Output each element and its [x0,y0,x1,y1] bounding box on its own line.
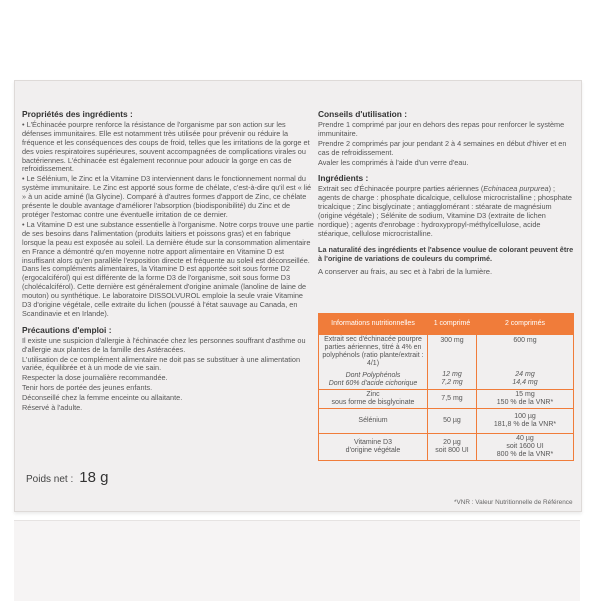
vitamin-d-paragraph: • La Vitamine D est une substance essentielle à l'organisme. Notre corps trouve une partie de ses besoins dans l'alimentation (produits laitiers et poissons gras) et en fabrique lorsque la peau est exposée au soleil. La dernière étude sur la consommation alimentaire en France a démontré qu'en moyenne notre apport alimentaire en Vitamine D est insuffisant alors qu'en parallèle l'exposition directe et fréquente au soleil est déconseillée. Dans les compléments alimentaires, la Vitamine D est apportée soit sous forme D2 (ergocalciférol) qui est différente de la forme D3 de l'organisme, soit sous forme D3 (cholécalciférol). Cette dernière est généralement d'origine animale (lanoline de laine de mouton) ou synthétique. Le laboratoire DISSOLVUROL emploie la seule vraie Vitamine D3 d'origine végétale, celle extraite du lichen (poussé à l'état sauvage au Canada, en Scandinavie et en Irlande). [22,219,314,318]
echinacea-paragraph: • L'Échinacée pourpre renforce la résistance de l'organisme par son action sur les défenses immunitaires. Elle est notamment très utilisée pour prévenir ou réduire la fréquence et les conséquences des coups de froid, telles que les irritations de la gorge et des voies respiratoires supérieures, souvent accompagnées de complications virales ou bactériennes. L'échinacée est également reconnue pour adoucir la gorge en cas de refroidissement. [22,119,310,174]
selenium-label-cell: Sélénium [319,409,428,434]
nutrition-header-row [319,314,574,335]
vitamin-d3-one-cell [428,434,477,461]
vitamin-d3-two-ui: soit 1600 UI [506,443,544,450]
table-row-selenium [319,409,574,434]
cichoric-acid-label: Dont 60% d'acide cichorique [328,380,418,387]
header-two-tablets: 2 comprimés [477,314,574,335]
precaution-line: Respecter la dose journalière recommandée. [22,373,168,383]
table-row-extract [319,335,574,390]
vitamin-d3-one-ui: soit 800 UI [435,447,469,454]
zinc-one-cell: 7,5 mg [428,390,477,409]
zinc-label: Zinc [366,391,380,398]
extract-two-value: 600 mg [513,337,537,344]
vitamin-d3-label: Vitamine D3 [353,439,392,446]
selenium-two-value: 100 µg [514,413,536,420]
ingredients-title: Ingrédients : [318,173,369,184]
ingredients-latin-name: Echinacea purpurea [483,184,549,194]
precaution-line: Réservé à l'adulte. [22,403,83,413]
zinc-two-value: 15 mg [515,391,535,398]
vitamin-d3-label-cell [319,434,428,461]
vitamin-d3-one-value: 20 µg [443,439,461,446]
ingredients-text [318,185,574,238]
zinc-form-label: sous forme de bisglycinate [331,399,415,406]
header-one-tablet: 1 comprimé [428,314,477,335]
ingredients-text-start: Extrait sec d'Échinacée pourpre parties aériennes ( [318,184,484,194]
precaution-line: Déconseillé chez la femme enceinte ou allaitante. [22,393,183,403]
precaution-line: Tenir hors de portée des jeunes enfants. [22,383,153,393]
table-row-vitamin-d3 [319,434,574,461]
usage-line: Avaler les comprimés à l'aide d'un verre d'eau. [318,157,469,167]
extract-label-cell [319,335,428,390]
vnr-footnote: *VNR : Valeur Nutritionnelle de Référence [454,499,573,506]
cichoric-two-value: 14,4 mg [512,379,538,386]
header-nutrition-info: Informations nutritionnelles [319,314,428,335]
vitamin-d3-origin-label: d'origine végétale [345,447,401,454]
precautions-title: Précautions d'emploi : [22,324,112,335]
naturalness-note: La naturalité des ingrédients et l'absence voulue de colorant peuvent être à l'origine de variations de couleurs du comprimé. [318,244,574,263]
ingredient-properties-title: Propriétés des ingrédients : [22,109,133,119]
selenium-two-cell [477,409,574,434]
vitamin-d3-two-vnr: 800 % de la VNR* [496,451,554,458]
vitamin-d3-two-cell [477,434,574,461]
net-weight-value: 18 g [79,469,109,486]
zinc-two-vnr: 150 % de la VNR* [496,399,554,406]
vitamin-d3-two-value: 40 µg [516,435,534,442]
table-row-zinc [319,390,574,409]
ingredients-text-end: ) ; agents de charge : phosphate dicalcique, cellulose microcristalline ; phosphate tricalcique ; Zinc bisglycinate ; antiagglomérant : stéarate de magnésium (origine végétale) ; Sélénite de sodium, Vitamine D3 (extraite de lichen nordique) ; agents d'enrobage : hydroxypropyl-méthylcellulose, acide stéarique, cellulose microcristalline. [318,184,572,238]
net-weight [26,469,108,486]
polyphenols-one-value: 12 mg [442,371,462,378]
polyphenols-two-value: 24 mg [515,371,535,378]
extract-one-cell [428,335,477,390]
box-bottom-flap [14,520,580,601]
precaution-line: Il existe une suspicion d'allergie à l'échinacée chez les personnes souffrant d'asthme ou d'allergie aux plantes de la famille des Astéracées. [22,335,306,354]
cichoric-one-value: 7,2 mg [441,379,463,386]
extract-two-cell [477,335,574,390]
extract-label: Extrait sec d'échinacée pourpre parties aériennes, titré à 4% en polyphénols (ratio plante/extrait : 4/1) [322,336,424,367]
net-weight-label: Poids net : [26,474,74,485]
storage-note: A conserver au frais, au sec et à l'abri de la lumière. [318,266,493,276]
usage-line: Prendre 2 comprimés par jour pendant 2 à 4 semaines en début d'hiver et en cas de refroidissement. [318,138,567,157]
polyphenols-label: Dont Polyphénols [345,372,401,379]
left-column [22,110,314,414]
selenium-one-cell: 50 µg [428,409,477,434]
usage-title: Conseils d'utilisation : [318,109,408,119]
nutrition-table [318,313,574,461]
selenium-two-vnr: 181,8 % de la VNR* [493,421,557,428]
zinc-two-cell [477,390,574,409]
zinc-label-cell [319,390,428,409]
extract-one-value: 300 mg [440,337,464,344]
precaution-line: L'utilisation de ce complément alimentaire ne doit pas se substituer à une alimentation variée, équilibrée et à un mode de vie sain. [22,354,301,373]
right-column [318,110,574,278]
usage-line: Prendre 1 comprimé par jour en dehors des repas pour renforcer le système immunitaire. [318,119,565,138]
minerals-paragraph: • Le Sélénium, le Zinc et la Vitamine D3 interviennent dans le fonctionnement normal du système immunitaire. Le Zinc est apporté sous forme de chélate, c'est-à-dire qu'il est « lié » à un acide aminé (la Glycine). Comparé à d'autres formes d'apport de Zinc, ce chélate présente le double avantage d'améliorer l'absorption (biodisponibilité) du Zinc et de protéger l'estomac contre une éventuelle irritation de ce dernier. [22,174,312,219]
